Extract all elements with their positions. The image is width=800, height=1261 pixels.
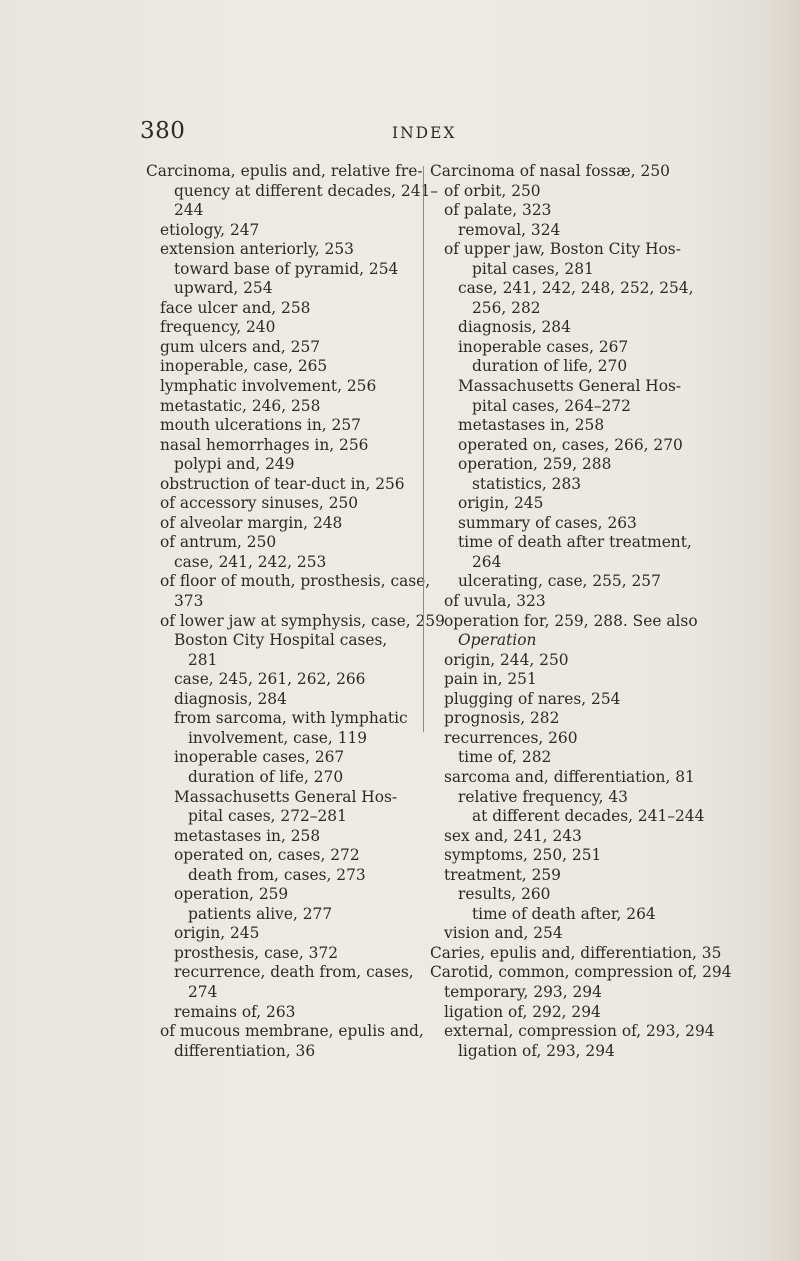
index-entry: operated on, cases, 266, 270	[458, 435, 683, 454]
index-entry: 281	[188, 650, 218, 669]
index-entry: 274	[188, 982, 218, 1001]
index-entry: time of death after, 264	[472, 904, 656, 923]
index-entry: Carotid, common, compression of, 294	[430, 963, 732, 982]
index-entry: temporary, 293, 294	[444, 982, 602, 1001]
index-entry: upward, 254	[174, 279, 273, 298]
index-entry: ulcerating, case, 255, 257	[458, 572, 661, 591]
index-entry: Operation	[458, 631, 537, 650]
index-entry: Massachusetts General Hos-	[174, 787, 398, 806]
index-column-right	[430, 162, 730, 1061]
index-entry: Massachusetts General Hos-	[458, 377, 682, 396]
index-entry: frequency, 240	[160, 318, 276, 337]
index-entry: of lower jaw at symphysis, case, 259	[160, 611, 445, 630]
index-entry: remains of, 263	[174, 1002, 296, 1021]
index-entry: inoperable cases, 267	[174, 748, 345, 767]
page-header	[0, 118, 800, 148]
index-entry: operation, 259	[174, 885, 289, 904]
index-entry: vision and, 254	[444, 924, 563, 943]
index-entry: of uvula, 323	[444, 592, 546, 611]
index-entry: origin, 245	[458, 494, 544, 513]
index-entry: etiology, 247	[160, 220, 260, 239]
index-entry: face ulcer and, 258	[160, 298, 311, 317]
index-entry: pital cases, 281	[472, 259, 594, 278]
index-entry: from sarcoma, with lymphatic	[174, 709, 408, 728]
index-entry: of orbit, 250	[444, 181, 541, 200]
index-entry: origin, 245	[174, 924, 260, 943]
index-entry: differentiation, 36	[174, 1041, 316, 1060]
index-entry: of accessory sinuses, 250	[160, 494, 359, 513]
index-entry: 244	[174, 201, 204, 220]
index-entry: pital cases, 272–281	[188, 807, 347, 826]
index-entry: ligation of, 293, 294	[458, 1041, 615, 1060]
index-entry: sex and, 241, 243	[444, 826, 582, 845]
index-entry: ligation of, 292, 294	[444, 1002, 601, 1021]
index-entry: case, 241, 242, 248, 252, 254,	[458, 279, 694, 298]
index-entry: operation for, 259, 288. See also	[444, 611, 698, 630]
index-entry: time of, 282	[458, 748, 552, 767]
index-entry: treatment, 259	[444, 865, 561, 884]
index-entry: involvement, case, 119	[188, 728, 368, 747]
index-entry: origin, 244, 250	[444, 650, 569, 669]
index-entry: relative frequency, 43	[458, 787, 628, 806]
index-entry: pain in, 251	[444, 670, 537, 689]
index-entry: case, 241, 242, 253	[174, 552, 327, 571]
index-entry: diagnosis, 284	[458, 318, 571, 337]
index-entry: nasal hemorrhages in, 256	[160, 435, 369, 454]
running-title: INDEX	[392, 124, 457, 142]
index-entry: sarcoma and, differentiation, 81	[444, 767, 695, 786]
index-entry: Carcinoma of nasal fossæ, 250	[430, 162, 670, 180]
index-entry: metastases in, 258	[458, 416, 605, 435]
index-entry: plugging of nares, 254	[444, 689, 621, 708]
index-entry: external, compression of, 293, 294	[444, 1022, 715, 1041]
index-entry: of alveolar margin, 248	[160, 513, 343, 532]
index-entry: toward base of pyramid, 254	[174, 259, 399, 278]
index-entry: recurrences, 260	[444, 728, 578, 747]
index-entry: gum ulcers and, 257	[160, 337, 321, 356]
index-entry: Boston City Hospital cases,	[174, 631, 388, 650]
index-entry: duration of life, 270	[472, 357, 628, 376]
index-entry: obstruction of tear-duct in, 256	[160, 474, 405, 493]
index-entry: death from, cases, 273	[188, 865, 366, 884]
index-entry: time of death after treatment,	[458, 533, 692, 552]
index-entry: metastatic, 246, 258	[160, 396, 321, 415]
index-entry: prosthesis, case, 372	[174, 943, 339, 962]
index-entry: quency at different decades, 241–	[174, 181, 438, 200]
index-entry: inoperable cases, 267	[458, 337, 629, 356]
index-entry: prognosis, 282	[444, 709, 560, 728]
index-entry: Caries, epulis and, differentiation, 35	[430, 943, 722, 962]
index-entry: metastases in, 258	[174, 826, 321, 845]
index-entry: operated on, cases, 272	[174, 846, 360, 865]
index-entry: mouth ulcerations in, 257	[160, 416, 361, 435]
index-entry: summary of cases, 263	[458, 513, 637, 532]
index-entry: of floor of mouth, prosthesis, case,	[160, 572, 431, 591]
index-entry: inoperable, case, 265	[160, 357, 328, 376]
index-entry: of antrum, 250	[160, 533, 277, 552]
index-entry: duration of life, 270	[188, 767, 344, 786]
index-entry: 264	[472, 552, 502, 571]
index-entry: of upper jaw, Boston City Hos-	[444, 240, 681, 259]
index-entry: of palate, 323	[444, 201, 552, 220]
index-entry: recurrence, death from, cases,	[174, 963, 414, 982]
index-entry: extension anteriorly, 253	[160, 240, 354, 259]
index-entry: 256, 282	[472, 298, 541, 317]
page-number: 380	[140, 118, 186, 144]
index-entry: statistics, 283	[472, 474, 582, 493]
index-entry: symptoms, 250, 251	[444, 846, 602, 865]
index-entry: 373	[174, 592, 204, 611]
index-entry: patients alive, 277	[188, 904, 333, 923]
index-entry: case, 245, 261, 262, 266	[174, 670, 366, 689]
index-entry: at different decades, 241–244	[472, 807, 705, 826]
index-entry: lymphatic involvement, 256	[160, 377, 377, 396]
index-entry: polypi and, 249	[174, 455, 295, 474]
index-column-left	[146, 162, 445, 1061]
index-entry: Carcinoma, epulis and, relative fre-	[146, 162, 423, 180]
column-divider-rule	[423, 166, 424, 732]
index-entry: of mucous membrane, epulis and,	[160, 1022, 424, 1041]
index-entry: removal, 324	[458, 220, 561, 239]
index-entry: results, 260	[458, 885, 551, 904]
index-entry: operation, 259, 288	[458, 455, 612, 474]
index-entry: diagnosis, 284	[174, 689, 287, 708]
index-entry: pital cases, 264–272	[472, 396, 631, 415]
